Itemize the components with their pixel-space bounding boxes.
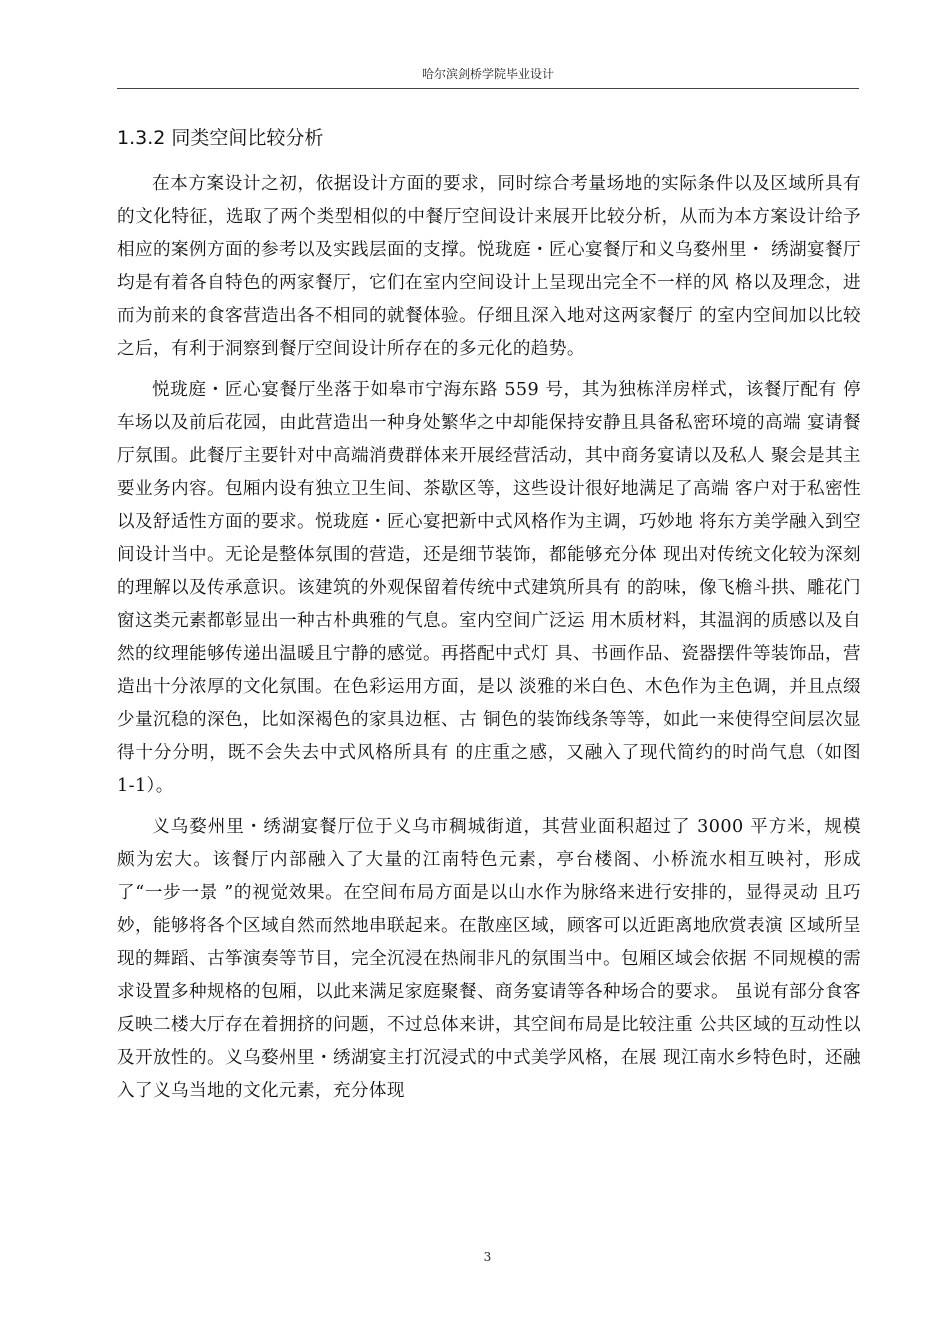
- body-text: [117, 168, 861, 1108]
- paragraph-xiuhuyan: 义乌婺州里・绣湖宴餐厅位于义乌市稠城街道，其营业面积超过了 3000 平方米，规模 颇为宏大。该餐厅内部融入了大量的江南特色元素，亭台楼阁、小桥流水相互映衬，形成 了“一步一景 ”的视觉效果。在空间布局方面是以山水作为脉络来进行安排的，显得灵动 且巧妙，能够将各个区域自然而然地串联起来。在散座区域，顾客可以近距离地欣赏表演 区域所呈现的舞蹈、古筝演奏等节目，完全沉浸在热闹非凡的氛围当中。包厢区域会依据 不同规模的需求设置多种规格的包厢，以此来满足家庭聚餐、商务宴请等各种场合的要求。 虽说有部分食客反映二楼大厅存在着拥挤的问题，不过总体来讲，其空间布局是比较注重 公共区域的互动性以及开放性的。义乌婺州里・绣湖宴主打沉浸式的中式美学风格，在展 现江南水乡特色时，还融入了义乌当地的文化元素，充分体现: [117, 817, 861, 1101]
- page-header: 哈尔滨剑桥学院毕业设计: [421, 67, 554, 81]
- page-number: 3: [483, 1250, 492, 1264]
- paragraph-yuelongting: 悦珑庭・匠心宴餐厅坐落于如皋市宁海东路 559 号，其为独栋洋房样式，该餐厅配有 停车场以及前后花园，由此营造出一种身处繁华之中却能保持安静且具备私密环境的高端 宴请餐厅氛围。此餐厅主要针对中高端消费群体来开展经营活动，其中商务宴请以及私人 聚会是其主要业务内容。包厢内设有独立卫生间、茶歇区等，这些设计很好地满足了高端 客户对于私密性以及舒适性方面的要求。悦珑庭・匠心宴把新中式风格作为主调，巧妙地 将东方美学融入到空间设计当中。无论是整体氛围的营造，还是细节装饰，都能够充分体 现出对传统文化较为深刻的理解以及传承意识。该建筑的外观保留着传统中式建筑所具有 的韵味，像飞檐斗拱、雕花门窗这类元素都彰显出一种古朴典雅的气息。室内空间广泛运 用木质材料，其温润的质感以及自然的纹理能够传递出温暖且宁静的感觉。再搭配中式灯 具、书画作品、瓷器摆件等装饰品，营造出十分浓厚的文化氛围。在色彩运用方面，是以 淡雅的米白色、木色作为主色调，并且点缀少量沉稳的深色，比如深褐色的家具边框、古 铜色的装饰线条等等，如此一来使得空间层次显得十分分明，既不会失去中式风格所具有 的庄重之感，又融入了现代简约的时尚气息（如图 1-1）。: [117, 380, 861, 796]
- header-divider: [117, 88, 859, 89]
- paragraph-intro: 在本方案设计之初，依据设计方面的要求，同时综合考量场地的实际条件以及区域所具有的文化特征，选取了两个类型相似的中餐厅空间设计来展开比较分析，从而为本方案设计给予相应的案例方面的参考以及实践层面的支撑。悦珑庭・匠心宴餐厅和义乌婺州里・ 绣湖宴餐厅均是有着各自特色的两家餐厅，它们在室内空间设计上呈现出完全不一样的风 格以及理念，进而为前来的食客营造出各不相同的就餐体验。仔细且深入地对这两家餐厅 的室内空间加以比较之后，有利于洞察到餐厅空间设计所存在的多元化的趋势。: [117, 174, 861, 359]
- section-heading: 1.3.2 同类空间比较分析: [117, 127, 324, 149]
